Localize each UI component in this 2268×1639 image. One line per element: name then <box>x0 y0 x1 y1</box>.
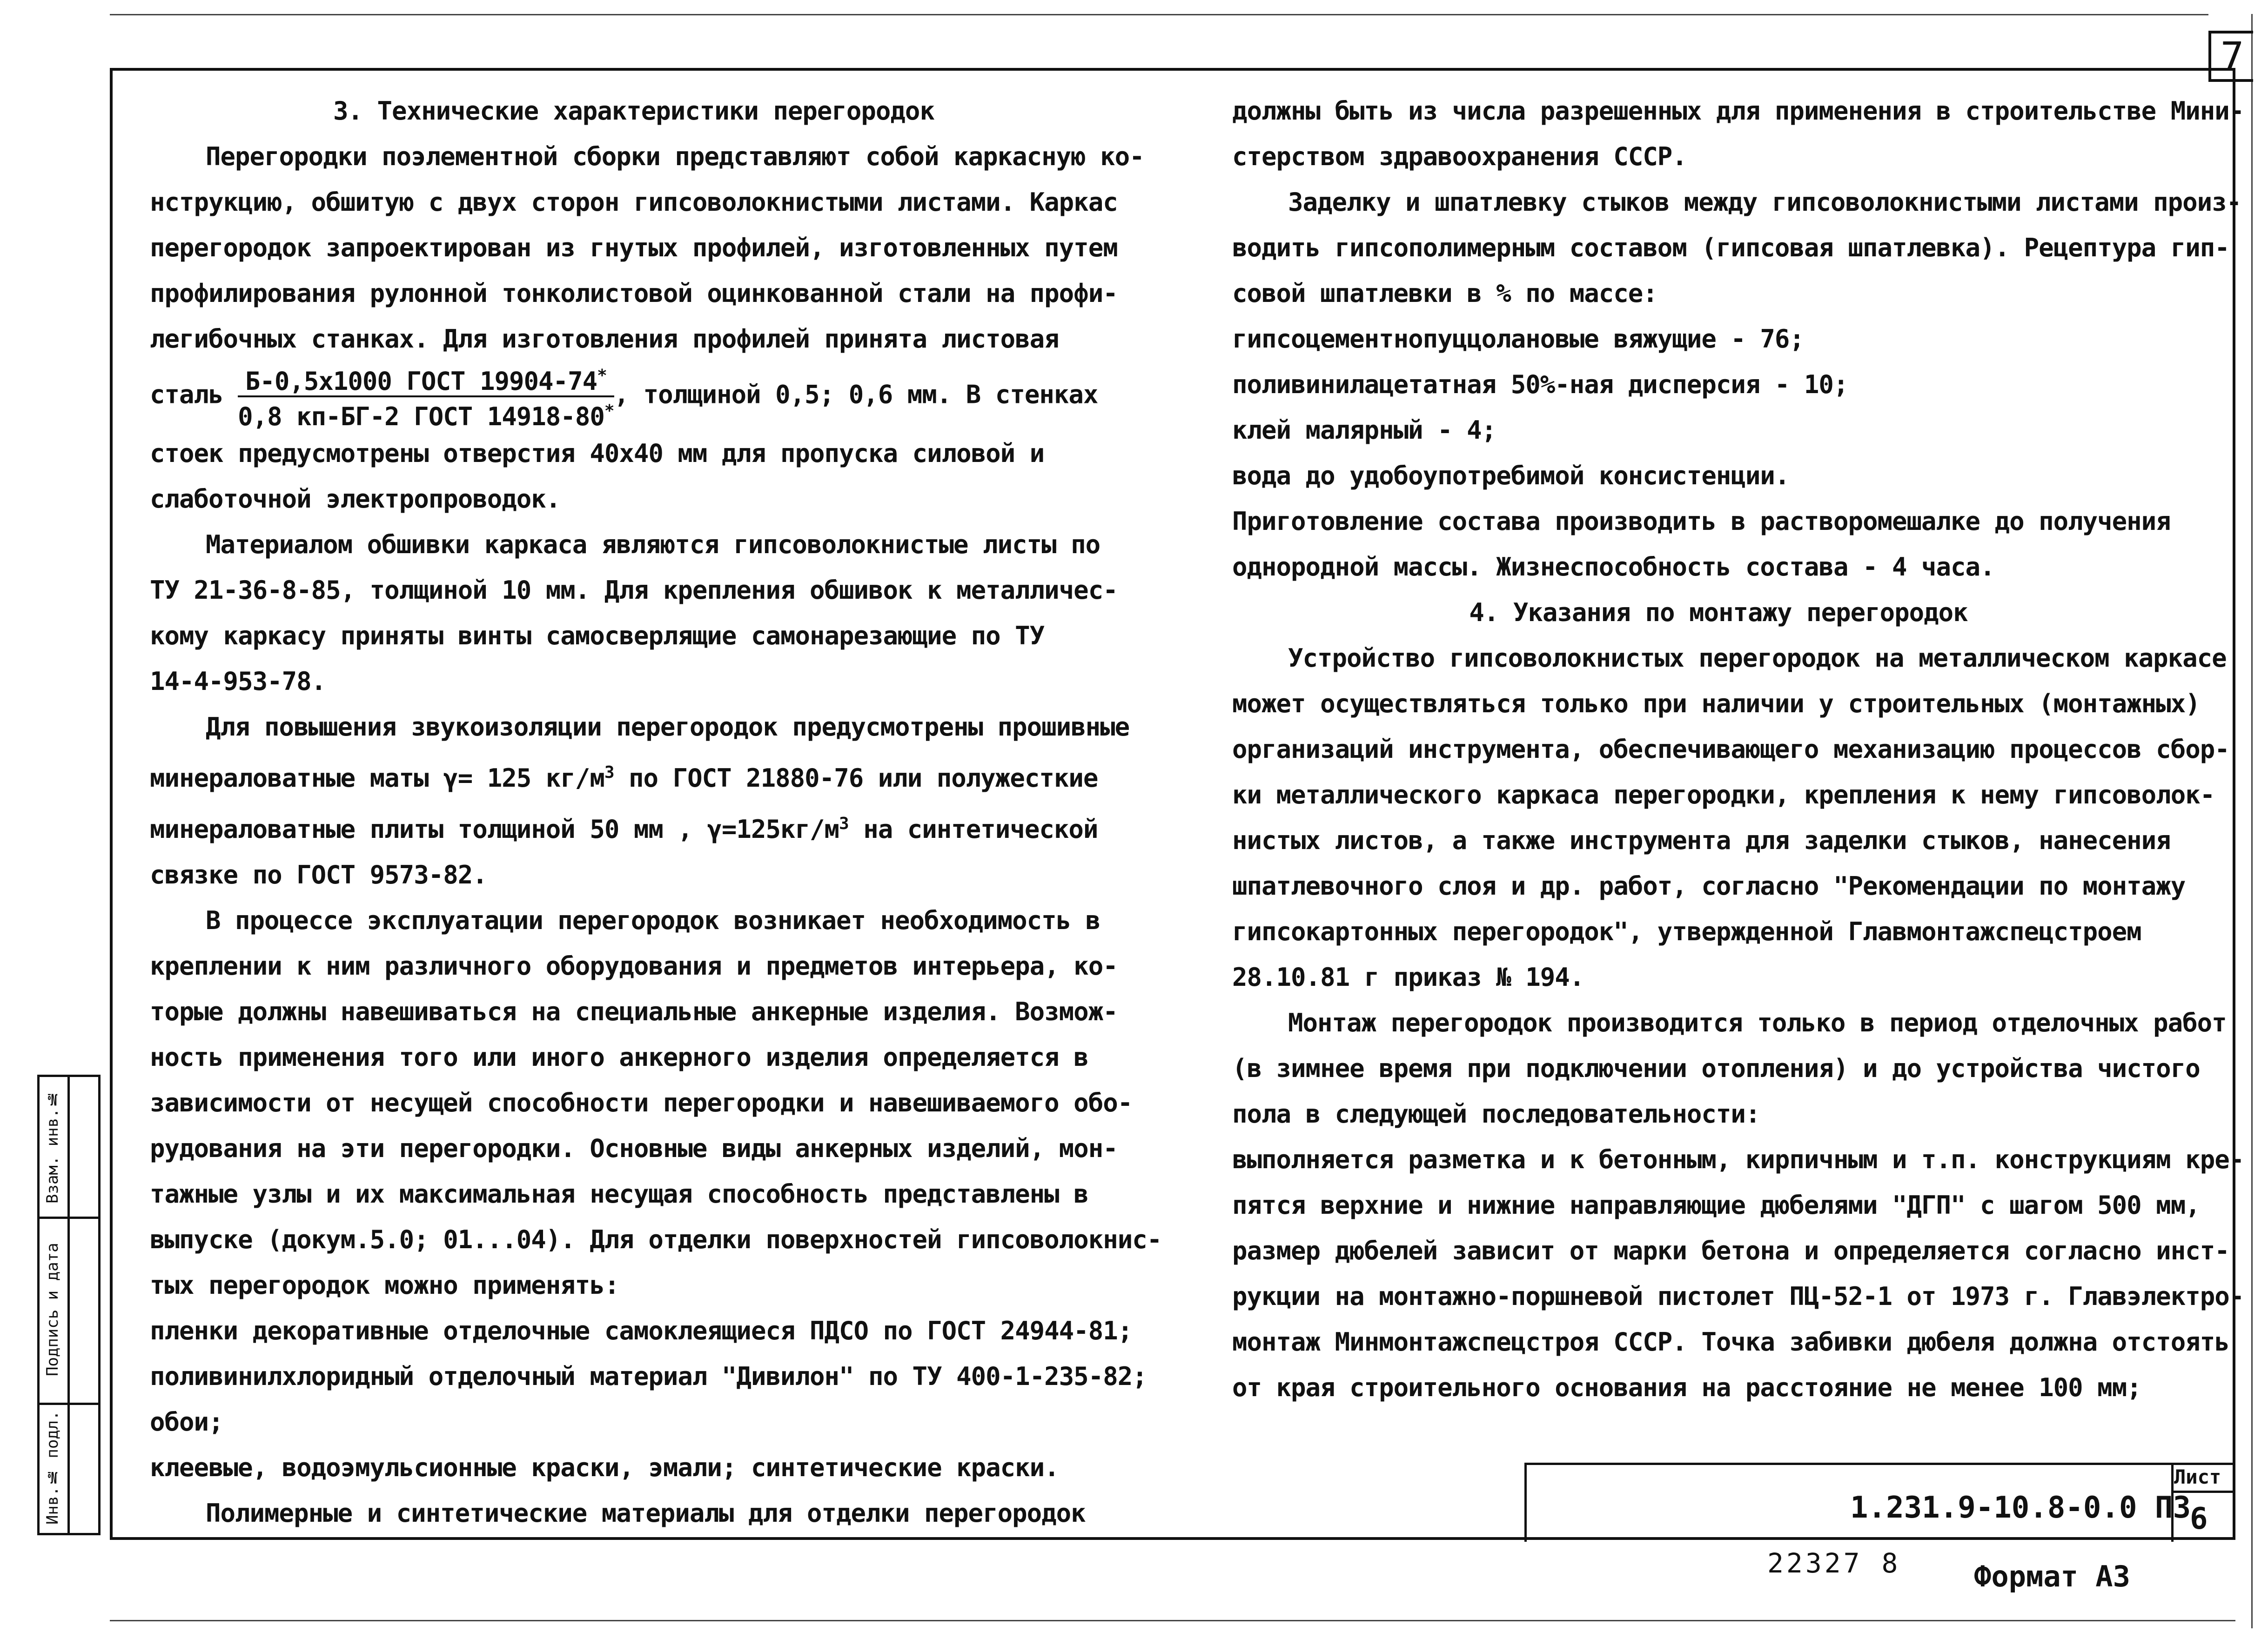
text-fragment: на синтетической <box>848 815 1098 844</box>
text-line: (в зимнее время при подключении отопления) и до устройства чистого <box>1232 1054 2200 1083</box>
text-fragment: минераловатные плиты толщиной 50 мм , γ=125кг/м <box>150 815 839 844</box>
text-line: кому каркасу приняты винты самосверлящие самонарезающие по ТУ <box>150 621 1045 650</box>
replacement-inventory-label: Взам. инв.№ <box>43 1090 62 1204</box>
text-line: выполняется разметка и к бетонным, кирпичным и т.п. конструкциям кре- <box>1232 1145 2244 1174</box>
text-line: ки металлического каркаса перегородки, крепления к нему гипсоволок- <box>1232 780 2215 809</box>
text-line: зависимости от несущей способности перегородки и навешиваемого обо- <box>150 1088 1133 1117</box>
binding-margin-table <box>37 1075 101 1535</box>
text-line-fraction <box>150 362 1118 431</box>
sheet-cell-divider <box>2171 1491 2235 1493</box>
text-line: ность применения того или иного анкерного изделия определяется в <box>150 1043 1088 1072</box>
text-line: ТУ 21-36-8-85, толщиной 10 мм. Для крепления обшивок к металличес- <box>150 575 1118 605</box>
text-line: выпуске (докум.5.0; 01...04). Для отделки поверхностей гипсоволокнис- <box>150 1225 1162 1254</box>
section-3-title: 3. Технические характеристики перегородок <box>333 96 934 126</box>
text-line: креплении к ним различного оборудования и предметов интерьера, ко- <box>150 951 1118 981</box>
text-line: В процессе эксплуатации перегородок возникает необходимость в <box>206 906 1100 935</box>
text-line: Полимерные и синтетические материалы для отделки перегородок <box>206 1499 1086 1528</box>
text-line: клеевые, водоэмульсионные краски, эмали; синтетические краски. <box>150 1453 1059 1482</box>
right-column <box>1232 88 2244 1411</box>
text-line: должны быть из числа разрешенных для применения в строительстве Мини- <box>1232 96 2244 126</box>
fraction-denominator: 0,8 кп-БГ-2 ГОСТ 14918-80 <box>238 402 604 431</box>
text-line: Приготовление состава производить в растворомешалке до получения <box>1232 507 2171 536</box>
text-line: пятся верхние и нижние направляющие дюбелями "ДГП" с шагом 500 мм, <box>1232 1191 2200 1220</box>
text-line <box>150 801 1118 852</box>
text-line: водить гипсополимерным составом (гипсовая шпатлевка). Рецептура гип- <box>1232 233 2229 262</box>
original-inventory-label: Инв.№ подл. <box>43 1411 62 1525</box>
text-fragment: по ГОСТ 21880-76 или полужесткие <box>614 763 1098 793</box>
sidebar-divider <box>40 1217 100 1219</box>
title-block-stamp <box>1524 1463 2235 1542</box>
top-border-line <box>110 14 2208 15</box>
inventory-number: 22327 8 <box>1767 1547 1901 1579</box>
text-line: перегородок запроектирован из гнутых профилей, изготовленных путем <box>150 233 1118 262</box>
text-line: пола в следующей последовательности: <box>1232 1099 1760 1129</box>
text-line: Для повышения звукоизоляции перегородок предусмотрены прошивные <box>206 712 1130 742</box>
text-line: шпатлевочного слоя и др. работ, согласно "Рекомендации по монтажу <box>1232 871 2186 901</box>
text-line: тажные узлы и их максимальная несущая способность представлены в <box>150 1179 1088 1209</box>
sidebar-divider <box>40 1403 100 1405</box>
text-line: 14-4-953-78. <box>150 667 326 696</box>
text-line: обои; <box>150 1407 223 1437</box>
text-line: слаботочной электропроводок. <box>150 484 561 514</box>
text-line: Перегородки поэлементной сборки представляют собой каркасную ко- <box>206 142 1144 171</box>
format-label: Формат А3 <box>1974 1559 2130 1593</box>
text-line: поливинилацетатная 50%-ная дисперсия - 10; <box>1232 370 1848 399</box>
text-line: Монтаж перегородок производится только в период отделочных работ <box>1288 1008 2227 1037</box>
right-border-line <box>2251 14 2253 1628</box>
text-line: поливинилхлоридный отделочный материал "Дивилон" по ТУ 400-1-235-82; <box>150 1362 1147 1391</box>
text-fragment: , толщиной 0,5; 0,6 мм. В стенках <box>614 380 1098 409</box>
text-line: профилирования рулонной тонколистовой оцинкованной стали на профи- <box>150 279 1118 308</box>
text-line: может осуществляться только при наличии у строительных (монтажных) <box>1232 689 2200 718</box>
text-line: нистых листов, а также инструмента для заделки стыков, нанесения <box>1232 826 2171 855</box>
text-line: стоек предусмотрены отверстия 40х40 мм для пропуска силовой и <box>150 439 1045 468</box>
section-4-title: 4. Указания по монтажу перегородок <box>1469 598 1968 627</box>
text-fragment: минераловатные маты γ= 125 кг/м <box>150 763 604 793</box>
superscript: 3 <box>839 814 849 833</box>
sidebar-divider <box>67 1077 70 1533</box>
fraction-numerator: Б-0,5х1000 ГОСТ 19904-74 <box>245 367 597 396</box>
text-line: 28.10.81 г приказ № 194. <box>1232 963 1584 992</box>
text-line: Устройство гипсоволокнистых перегородок на металлическом каркасе <box>1288 643 2227 673</box>
page-number: 7 <box>2208 31 2253 82</box>
signature-date-label: Подпись и дата <box>43 1243 62 1377</box>
text-fragment: сталь <box>150 380 223 409</box>
superscript: 3 <box>604 763 614 782</box>
text-line: пленки декоративные отделочные самоклеящиеся ПДСО по ГОСТ 24944-81; <box>150 1316 1133 1345</box>
text-line: от края строительного основания на расстояние не менее 100 мм; <box>1232 1373 2141 1402</box>
text-line: гипсоцементнопуццолановые вяжущие - 76; <box>1232 324 1804 354</box>
left-column <box>150 88 1162 1536</box>
text-line: стерством здравоохранения СССР. <box>1232 142 1687 171</box>
text-line: легибочных станках. Для изготовления профилей принята листовая <box>150 324 1059 354</box>
text-line <box>150 750 1118 801</box>
sheet-number: 6 <box>2190 1502 2208 1536</box>
steel-grade-fraction <box>238 362 614 431</box>
text-line: размер дюбелей зависит от марки бетона и определяется согласно инст- <box>1232 1236 2229 1265</box>
text-line: рукции на монтажно-поршневой пистолет ПЦ-52-1 от 1973 г. Главэлектро- <box>1232 1282 2244 1311</box>
document-code: 1.231.9-10.8-0.0 ПЗ <box>1850 1491 2191 1525</box>
text-line: однородной массы. Жизнеспособность состава - 4 часа. <box>1232 552 1995 582</box>
text-line: рудования на эти перегородки. Основные виды анкерных изделий, мон- <box>150 1134 1118 1163</box>
text-line: гипсокартонных перегородок", утвержденной Главмонтажспецстроем <box>1232 917 2141 946</box>
text-line: вода до удобоупотребимой консистенции. <box>1232 461 1790 490</box>
text-line: клей малярный - 4; <box>1232 415 1496 445</box>
text-line: тых перегородок можно применять: <box>150 1271 619 1300</box>
sheet-label: Лист <box>2174 1465 2221 1488</box>
text-line: нструкцию, обшитую с двух сторон гипсоволокнистыми листами. Каркас <box>150 187 1118 217</box>
text-line: монтаж Минмонтажспецстроя СССР. Точка забивки дюбеля должна отстоять <box>1232 1327 2229 1357</box>
text-line: совой шпатлевки в % по массе: <box>1232 279 1657 308</box>
text-line: Заделку и шпатлевку стыков между гипсоволокнистыми листами произ- <box>1288 187 2241 217</box>
text-line: организаций инструмента, обеспечивающего механизацию процессов сбор- <box>1232 735 2229 764</box>
asterisk: * <box>604 401 614 421</box>
text-line: торые должны навешиваться на специальные анкерные изделия. Возмож- <box>150 997 1118 1026</box>
asterisk: * <box>597 366 607 385</box>
text-line: Материалом обшивки каркаса являются гипсоволокнистые листы по <box>206 530 1100 559</box>
text-line: связке по ГОСТ 9573-82. <box>150 860 487 890</box>
bottom-border-line <box>110 1620 2235 1621</box>
